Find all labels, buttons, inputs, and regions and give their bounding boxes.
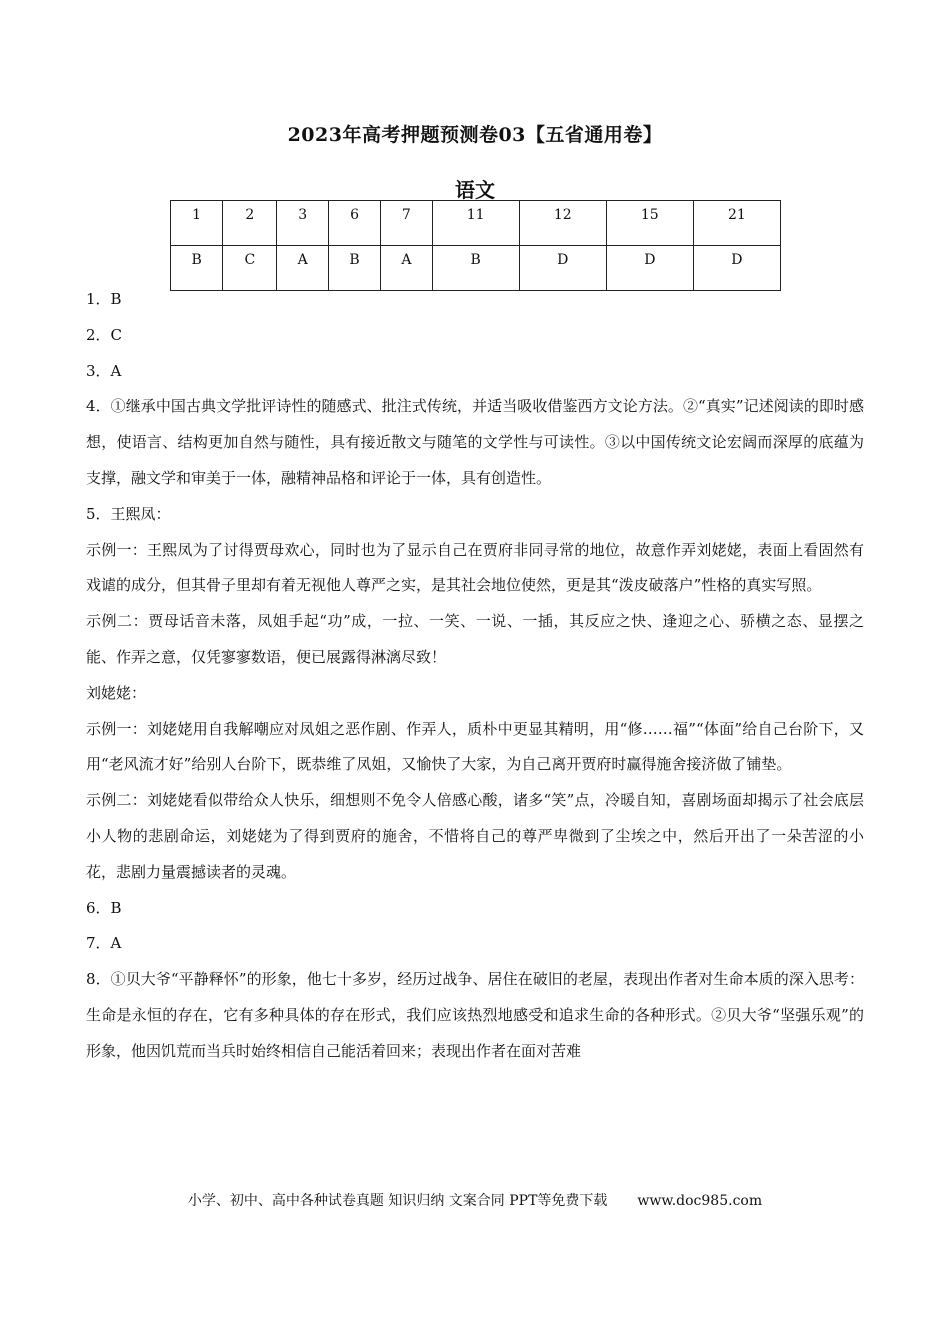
question-number-cell: 1	[171, 201, 223, 246]
question-number-row	[171, 201, 781, 246]
answer-cell: B	[171, 246, 223, 291]
answer-paragraph: 示例一：刘姥姥用自我解嘲应对凤姐之恶作剧、作弄人，质朴中更显其精明，用“修……福”“体面”给自己台阶下，又用“老风流才好”给别人台阶下，既恭维了凤姐，又愉快了大家，为自己离开贾府时赢得施舍接济做了铺垫。	[86, 719, 864, 774]
question-number-cell: 15	[606, 201, 693, 246]
answer-cell: A	[277, 246, 328, 291]
footer-text: 小学、初中、高中各种试卷真题 知识归纳 文案合同 PPT等免费下载	[187, 1193, 608, 1209]
answer-paragraph: 示例二：贾母话音未落，凤姐手起“功”成，一拉、一笑、一说、一插，其反应之快、逢迎之心、骄横之态、显摆之能、作弄之意，仅凭寥寥数语，便已展露得淋漓尽致！	[86, 612, 864, 666]
document-title: 2023年高考押题预测卷03【五省通用卷】	[287, 124, 663, 146]
answer-cell: B	[328, 246, 380, 291]
answer-paragraph: 6．B	[86, 898, 122, 917]
answer-paragraph: 8．①贝大爷“平静释怀”的形象，他七十多岁，经历过战争、居住在破旧的老屋，表现出作者对生命本质的深入思考：生命是永恒的存在，它有多种具体的存在形式，我们应该热烈地感受和追求生命的各种形式。②贝大爷“坚强乐观”的形象，他因饥荒而当兵时始终相信自己能活着回来；表现出作者在面对苦难	[86, 970, 864, 1060]
answer-cell: C	[223, 246, 277, 291]
answer-paragraph: 1．B	[86, 290, 122, 308]
answer-paragraph: 2．C	[86, 325, 123, 344]
question-number-cell: 12	[519, 201, 606, 246]
answer-table	[170, 200, 781, 291]
answer-cell: D	[693, 246, 780, 291]
question-number-cell: 3	[277, 201, 328, 246]
answer-cell: B	[432, 246, 519, 291]
answer-paragraph: 示例二：刘姥姥看似带给众人快乐，细想则不免令人倍感心酸，诸多“笑”点，冷暖自知，喜剧场面却揭示了社会底层小人物的悲剧命运，刘姥姥为了得到贾府的施舍，不惜将自己的尊严卑微到了尘埃之中，然后开出了一朵苦涩的小花，悲剧力量震撼读者的灵魂。	[86, 791, 864, 881]
answer-paragraph: 4．①继承中国古典文学批评诗性的随感式、批注式传统，并适当吸收借鉴西方文论方法。②“真实”记述阅读的即时感想，使语言、结构更加自然与随性，具有接近散文与随笔的文学性与可读性。③以中国传统文论宏阔而深厚的底蕴为支撑，融文学和审美于一体，融精神品格和评论于一体，具有创造性。	[86, 397, 864, 487]
question-number-cell: 6	[328, 201, 380, 246]
answer-paragraph: 7．A	[86, 934, 122, 953]
question-number-cell: 2	[223, 201, 277, 246]
question-number-cell: 21	[693, 201, 780, 246]
question-number-cell: 11	[432, 201, 519, 246]
subject-heading: 语文	[455, 178, 495, 202]
answer-cell: A	[381, 246, 432, 291]
answer-cell: D	[519, 246, 606, 291]
page-footer	[0, 1190, 950, 1210]
answer-explanations	[86, 282, 864, 1070]
question-number-cell: 7	[381, 201, 432, 246]
footer-site-link[interactable]: www.doc985.com	[637, 1193, 763, 1209]
answer-paragraph: 3．A	[86, 361, 122, 380]
answer-cell: D	[606, 246, 693, 291]
answer-paragraph: 5．王熙凤：	[86, 504, 171, 523]
answer-paragraph: 刘姥姥：	[86, 683, 147, 702]
answer-paragraph: 示例一：王熙凤为了讨得贾母欢心，同时也为了显示自己在贾府非同寻常的地位，故意作弄刘姥姥，表面上看固然有戏谑的成分，但其骨子里却有着无视他人尊严之实，是其社会地位使然，更是其“泼皮破落户”性格的真实写照。	[86, 540, 864, 595]
